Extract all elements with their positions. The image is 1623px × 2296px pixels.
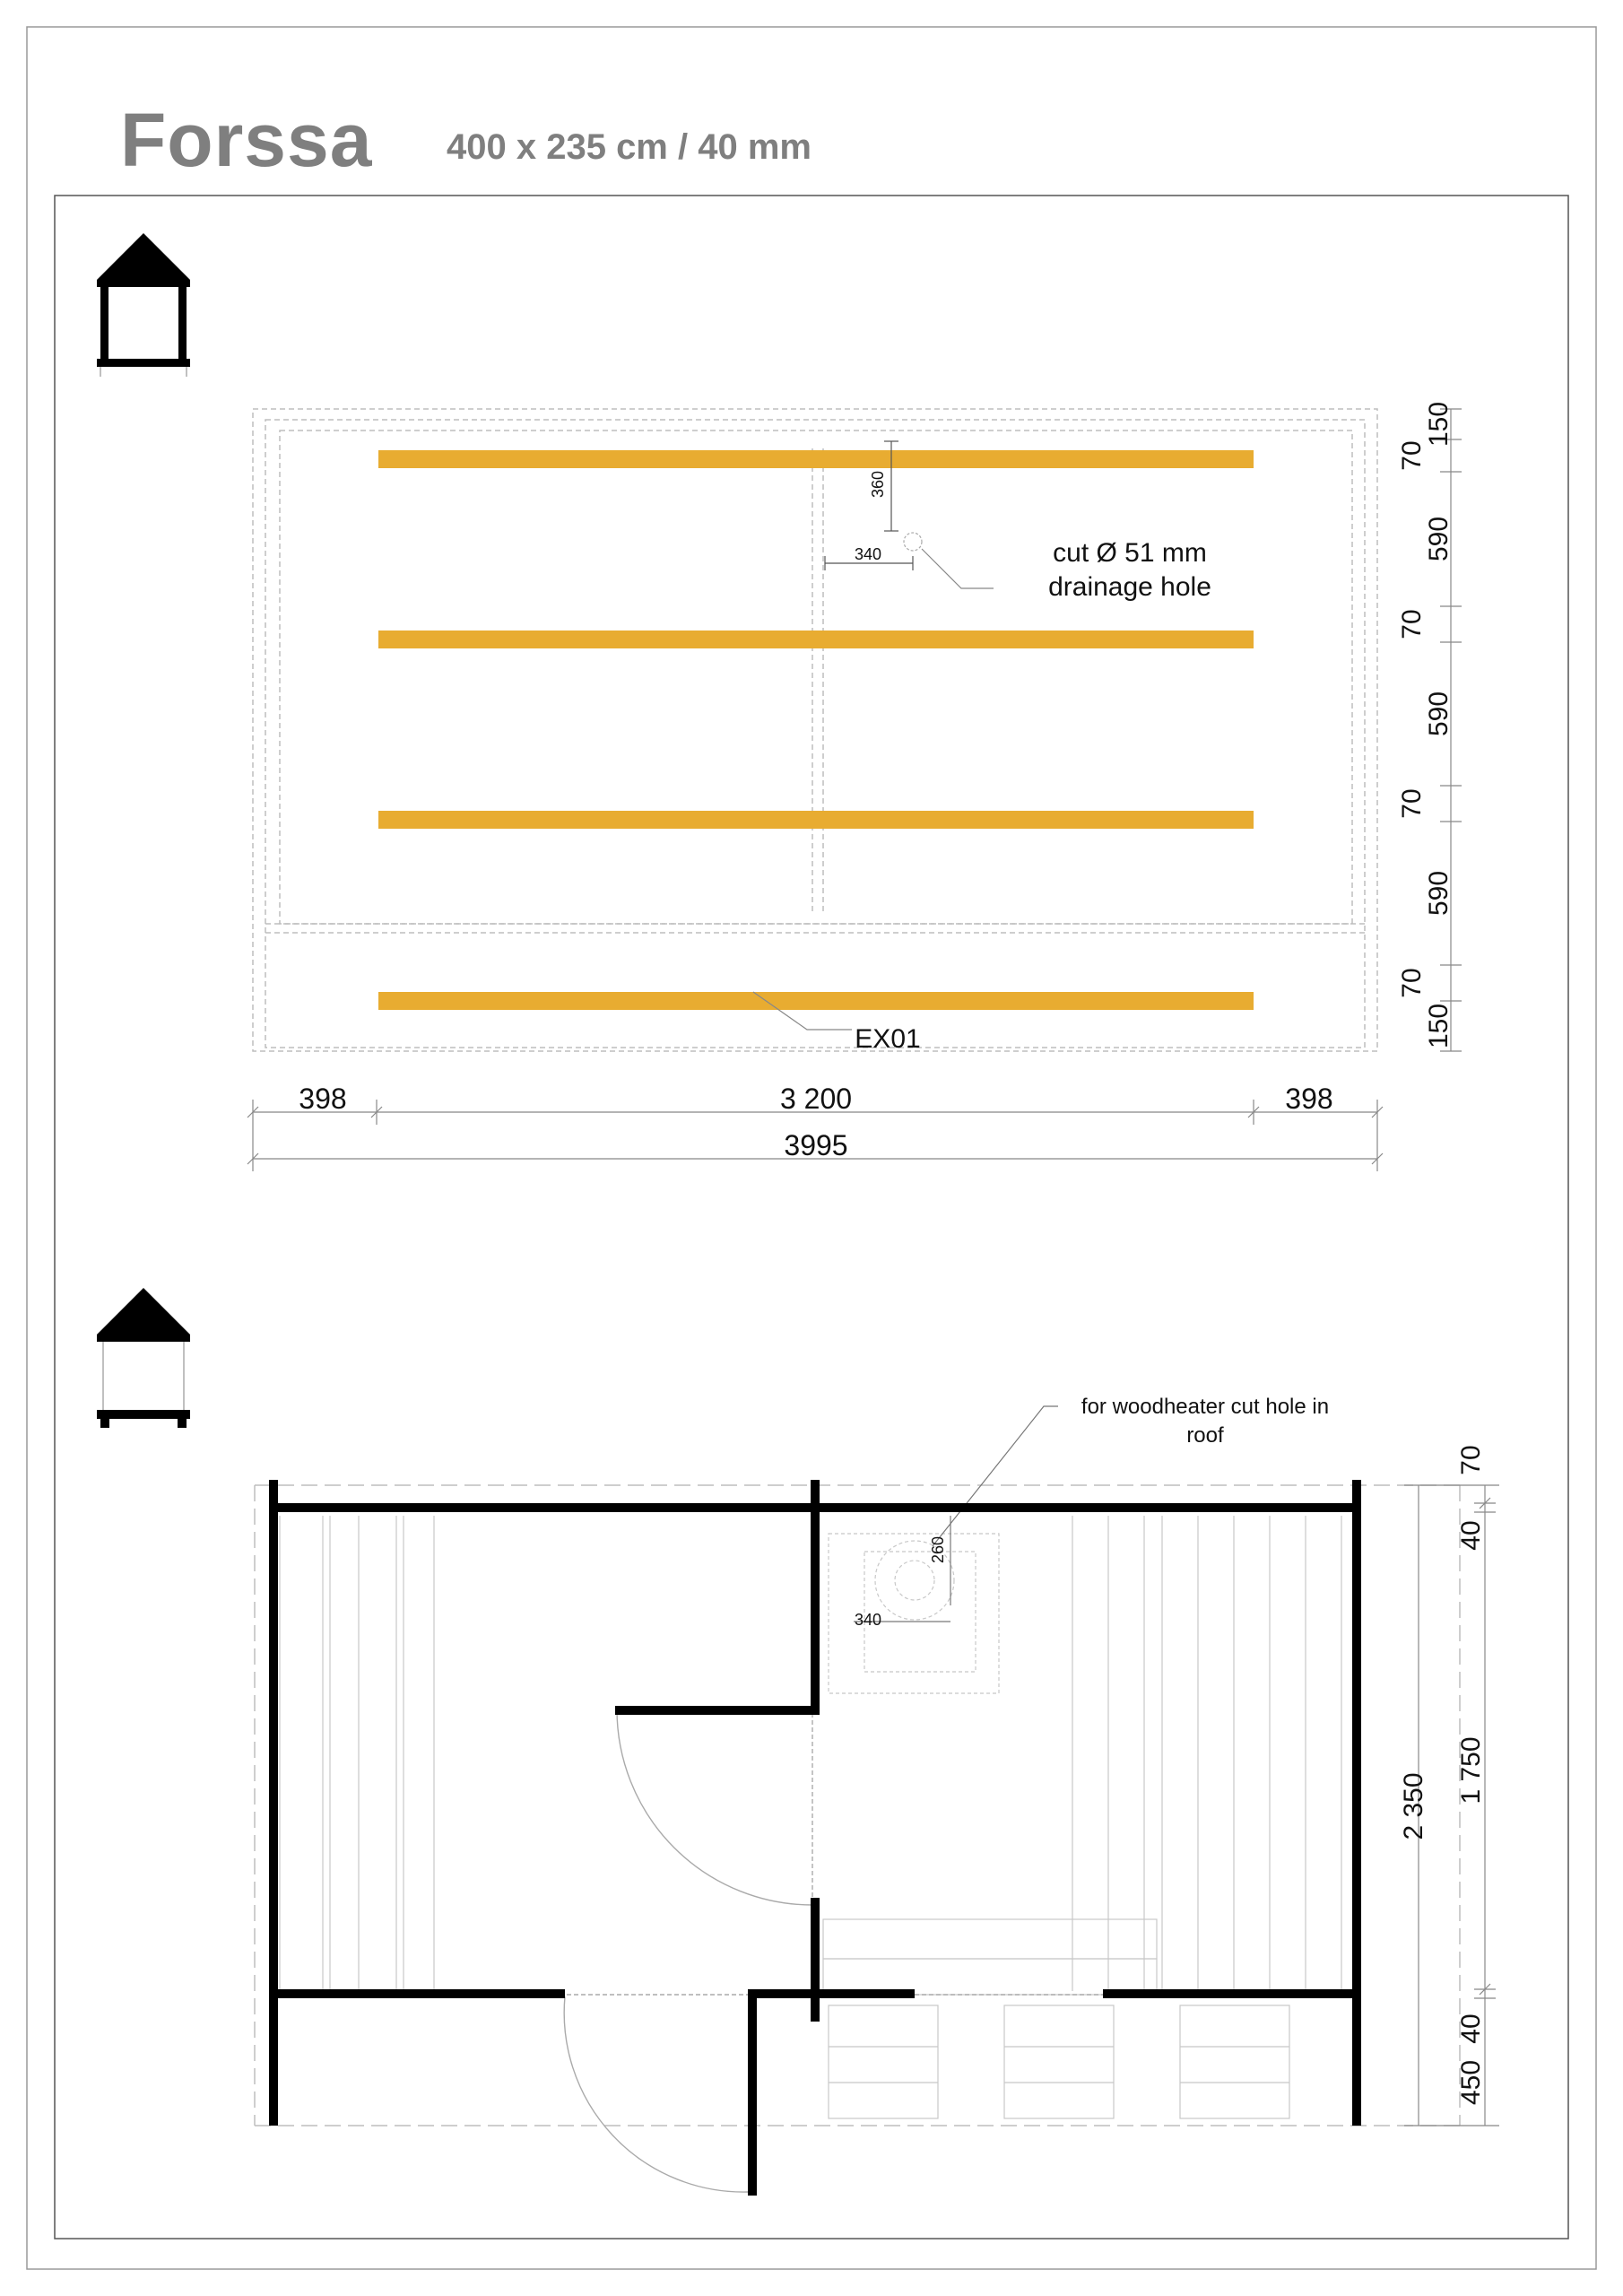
- joist-beam-2: [378, 631, 1254, 648]
- drain-offset-x-label: 340: [854, 545, 882, 563]
- dim-terrace: 450: [1456, 2059, 1486, 2106]
- dim-top-wall: 40: [1456, 1520, 1486, 1551]
- right-dim-label-5: 590: [1424, 691, 1454, 737]
- right-dim-label-6: 70: [1397, 788, 1427, 819]
- joist-beam-4: [378, 992, 1254, 1010]
- heater-offset-y-label: 260: [929, 1535, 947, 1564]
- joist-label: EX01: [855, 1024, 921, 1054]
- joist-beam-3: [378, 811, 1254, 829]
- dim-right: 398: [1285, 1083, 1333, 1115]
- joist-beam-1: [378, 450, 1254, 468]
- page-title: Forssa: [120, 98, 373, 182]
- floor-plan: [255, 1395, 1499, 2196]
- dim-top-overhang: 70: [1456, 1445, 1486, 1475]
- overall-dim-label: 2 350: [1399, 1772, 1428, 1840]
- right-dim-label-3: 590: [1424, 516, 1454, 562]
- right-dim-label-9: 150: [1424, 1003, 1454, 1049]
- house-floor-section-icon: [97, 1288, 190, 1428]
- heater-note-line1: for woodheater cut hole in: [1081, 1395, 1330, 1419]
- drain-offset-y-label: 360: [869, 470, 887, 499]
- right-dim-label-4: 70: [1397, 609, 1427, 639]
- heater-note-line2: roof: [1186, 1423, 1224, 1448]
- foundation-plan: [247, 402, 1462, 1171]
- right-dim-label-7: 590: [1424, 870, 1454, 917]
- dim-inner: 1 750: [1456, 1736, 1486, 1805]
- dim-total: 3995: [784, 1129, 848, 1161]
- dim-bottom-wall: 40: [1456, 2013, 1486, 2044]
- house-elevation-icon: [97, 233, 190, 377]
- dim-middle: 3 200: [779, 1083, 853, 1115]
- page-subtitle: 400 x 235 cm / 40 mm: [447, 127, 812, 167]
- heater-offset-x-label: 340: [854, 1611, 882, 1629]
- right-dim-label-1: 150: [1424, 401, 1454, 448]
- drain-note-line1: cut Ø 51 mm: [1053, 538, 1207, 568]
- drain-note-line2: drainage hole: [1048, 572, 1211, 602]
- dim-left: 398: [299, 1083, 347, 1115]
- right-dim-label-8: 70: [1397, 968, 1427, 998]
- walls: [269, 1480, 1361, 2196]
- right-dim-label-2: 70: [1397, 440, 1427, 471]
